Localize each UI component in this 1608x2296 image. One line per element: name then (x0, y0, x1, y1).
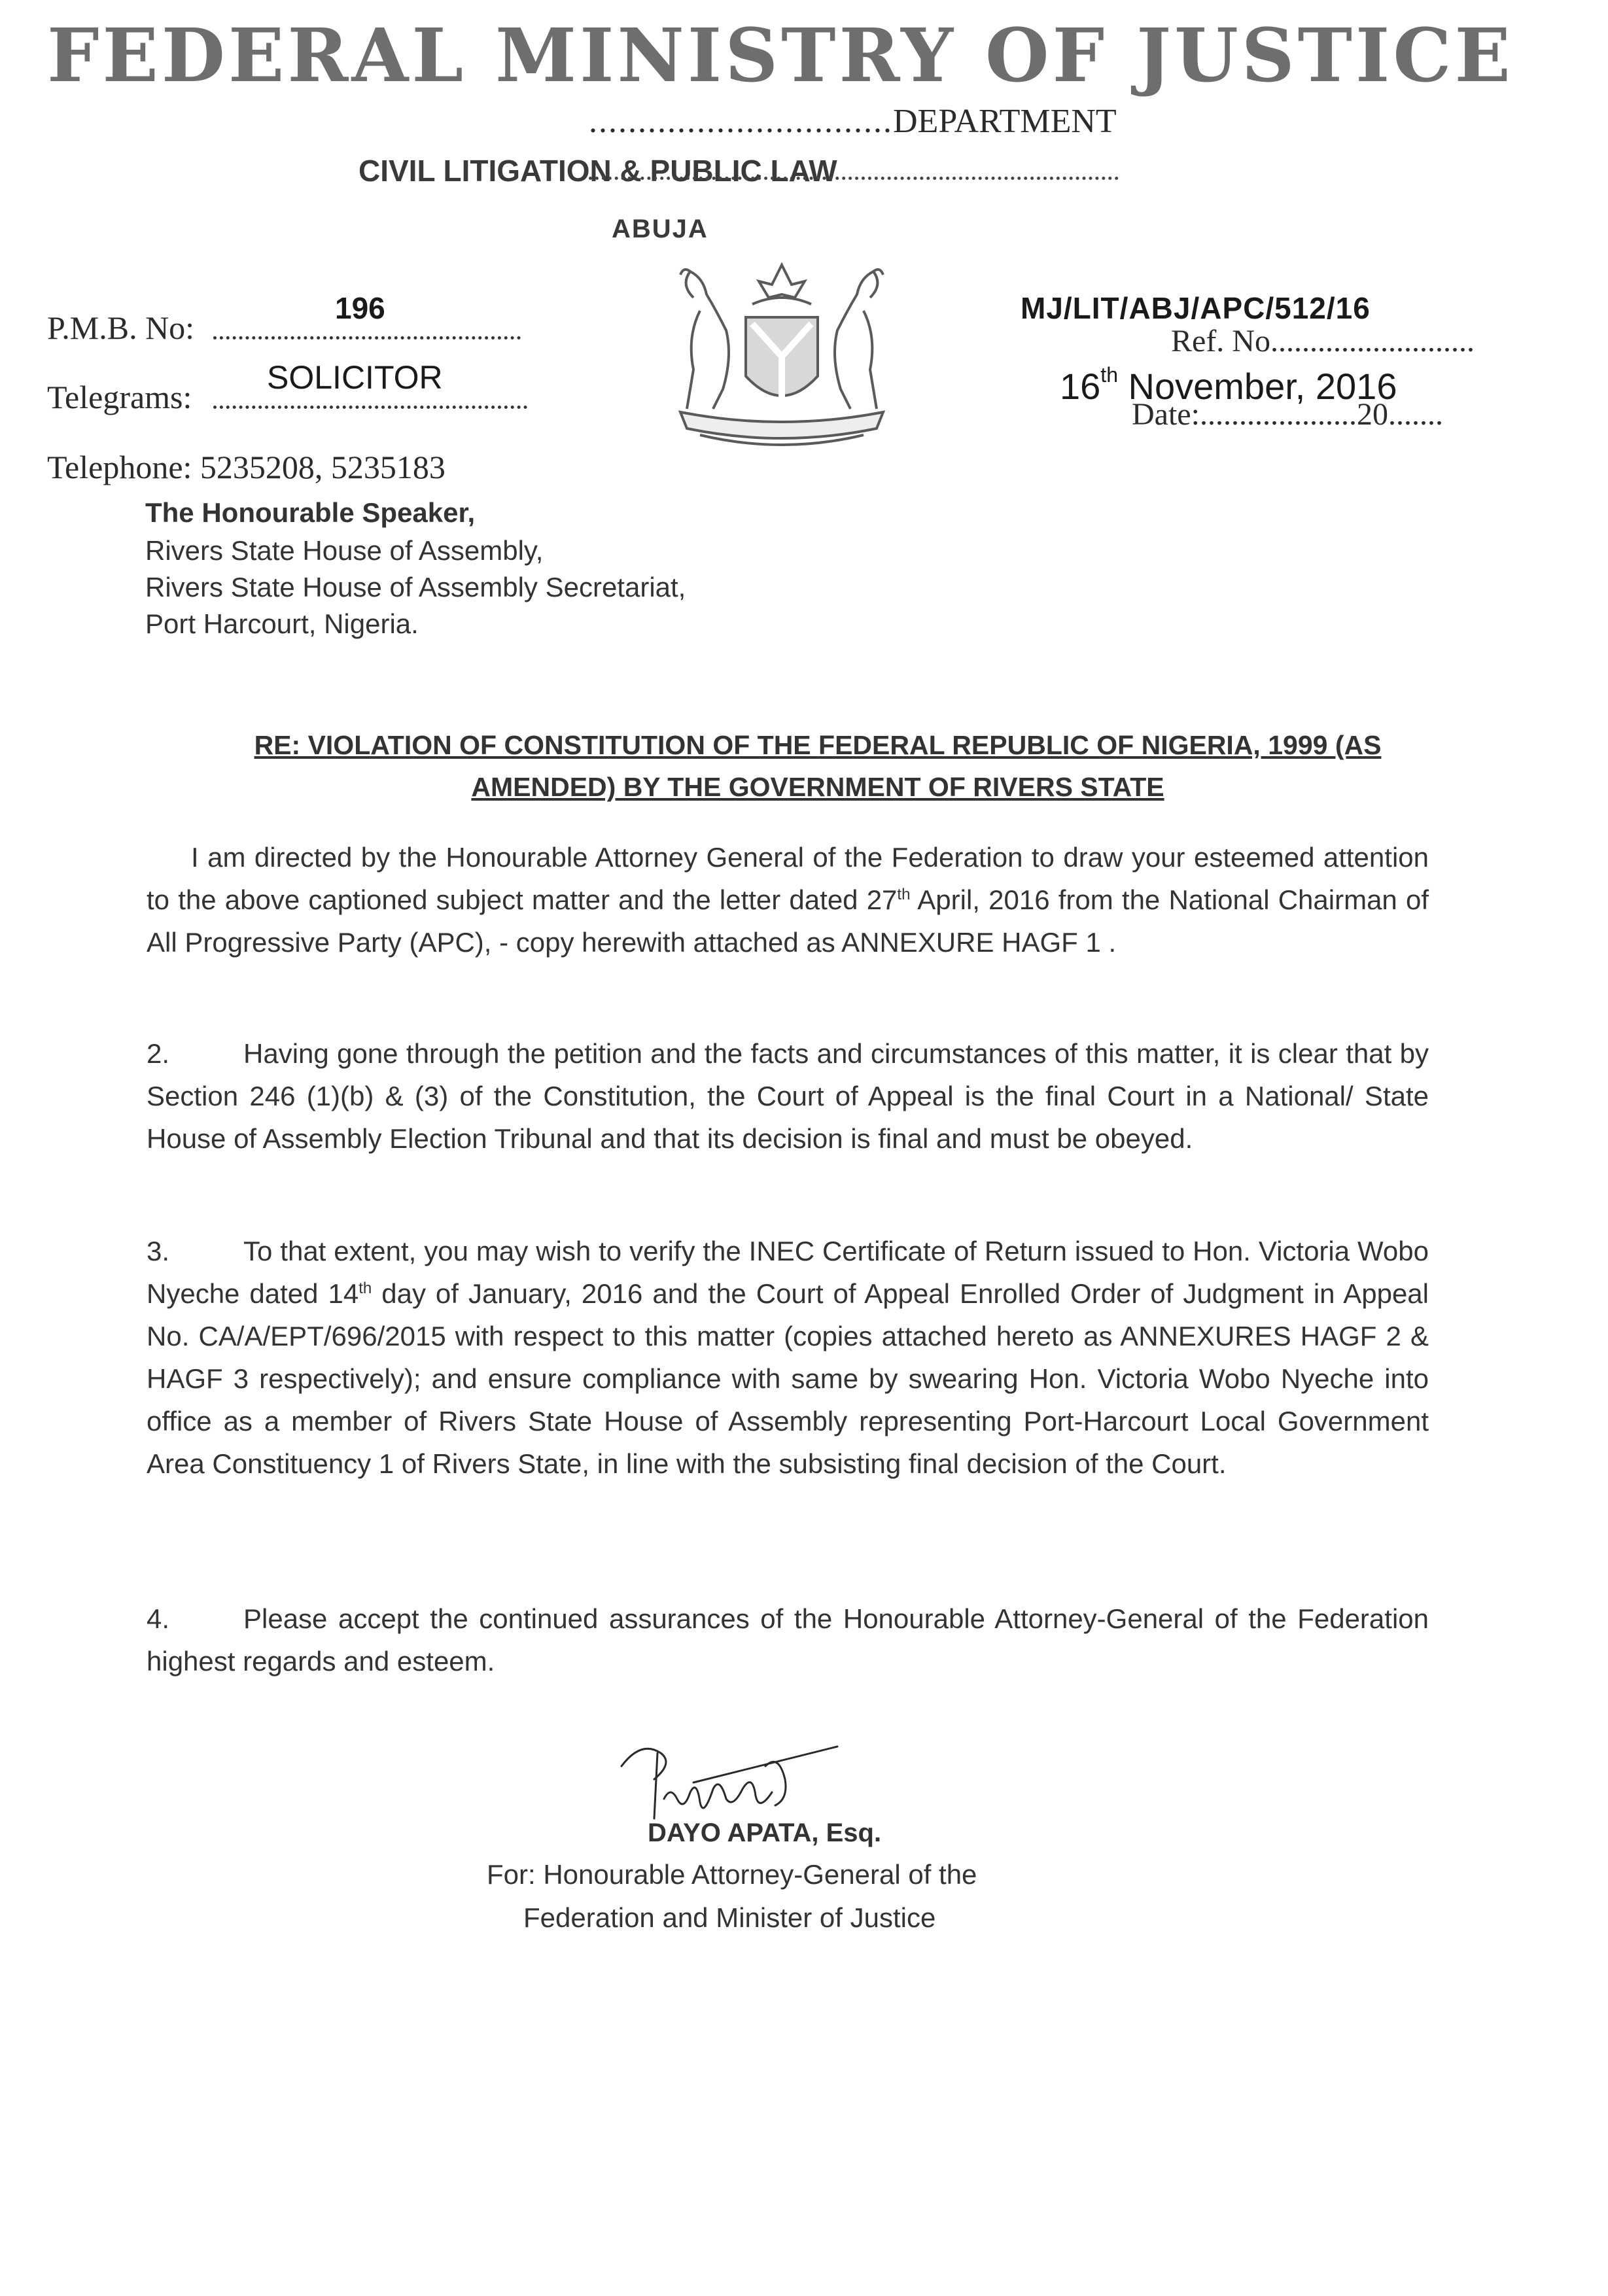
pmb-label: P.M.B. No: (47, 309, 195, 346)
signatory-capacity: Federation and Minister of Justice (523, 1902, 936, 1933)
date-day: 16 (1060, 366, 1101, 407)
reference-label: Ref. No.......................... (1171, 324, 1475, 358)
ordinal-suffix: th (897, 886, 911, 903)
handwritten-signature-icon (615, 1727, 850, 1825)
body-paragraph-3 (147, 1230, 1429, 1485)
paragraph-text: I am directed by the Honourable Attorney General of the Federation to draw your esteemed attention to the above captioned subject matter and the letter dated 27 (147, 842, 1429, 915)
pmb-number: 196 (335, 291, 385, 325)
date-suffix: th (1100, 363, 1118, 387)
department-line (589, 102, 1117, 141)
subject-line: AMENDED) BY THE GOVERNMENT OF RIVERS STATE (471, 772, 1164, 802)
paragraph-text: Having gone through the petition and the facts and circumstances of this matter, it is clear that by Section 246 (1)(b) & (3) of the Constitution, the Court of Appeal is the final Court in a National/ State House of Assembly Election Tribunal and that its decision is final and must be obeyed. (147, 1038, 1429, 1154)
telegrams-label: Telegrams: (47, 379, 192, 415)
paragraph-number: 3. (147, 1236, 170, 1266)
coat-of-arms-icon (654, 258, 909, 455)
paragraph-text: day of January, 2016 and the Court of Appeal Enrolled Order of Judgment in Appeal No. CA/A/EPT/696/2015 with respect to this matter (copies attached hereto as ANNEXURES HAGF 2 & HAGF 3 respectively); and ensure compliance with same by swearing Hon. Victoria Wobo Nyeche into office as a member of Rivers State House of Assembly representing Port-Harcourt Local Government Area Constituency 1 of Rivers State, in line with the subsisting final decision of the Court. (147, 1278, 1429, 1479)
paragraph-number: 2. (147, 1038, 170, 1069)
addressee-line: Port Harcourt, Nigeria. (145, 608, 419, 639)
telephone-line: Telephone: 5235208, 5235183 (47, 449, 446, 485)
city-name: ABUJA (612, 215, 708, 243)
division-dotted-line (589, 177, 1119, 180)
paragraph-number: 4. (147, 1603, 170, 1634)
department-label: DEPARTMENT (893, 103, 1117, 140)
body-paragraph-2 (147, 1032, 1429, 1160)
signatory-capacity: For: Honourable Attorney-General of the (487, 1859, 977, 1890)
body-paragraph-1 (147, 836, 1429, 964)
subject-line: RE: VIOLATION OF CONSTITUTION OF THE FEDERAL REPUBLIC OF NIGERIA, 1999 (AS (254, 730, 1382, 760)
date-label: Date:....................20....... (1132, 397, 1443, 432)
ministry-heading: FEDERAL MINISTRY OF JUSTICE (47, 13, 1514, 99)
paragraph-text: April, 2016 from the National Chairman of All Progressive Party (APC), - copy herewith attached as ANNEXURE HAGF 1 . (147, 884, 1429, 958)
pmb-dotted-line (213, 313, 521, 339)
date-month-year: November, 2016 (1128, 366, 1397, 407)
addressee-line: Rivers State House of Assembly, (145, 535, 544, 566)
ordinal-suffix: th (358, 1279, 372, 1297)
telegrams-dotted-line (213, 382, 527, 409)
paragraph-text: Please accept the continued assurances of the Honourable Attorney-General of the Federation highest regards and esteem. (147, 1603, 1429, 1677)
addressee-line: Rivers State House of Assembly Secretariat, (145, 572, 686, 602)
addressee-title: The Honourable Speaker, (145, 497, 476, 528)
reference-number: MJ/LIT/ABJ/APC/512/16 (1021, 291, 1371, 325)
telegrams-value: SOLICITOR (267, 359, 443, 396)
paragraph-text: To that extent, you may wish to verify the INEC Certificate of Return issued to Hon. Victoria Wobo Nyeche dated 14 (147, 1236, 1429, 1309)
body-paragraph-4 (147, 1597, 1429, 1682)
signatory-name: DAYO APATA, Esq. (648, 1818, 882, 1847)
department-dots: ............................... (589, 103, 893, 140)
division-name: CIVIL LITIGATION & PUBLIC LAW (358, 154, 837, 188)
